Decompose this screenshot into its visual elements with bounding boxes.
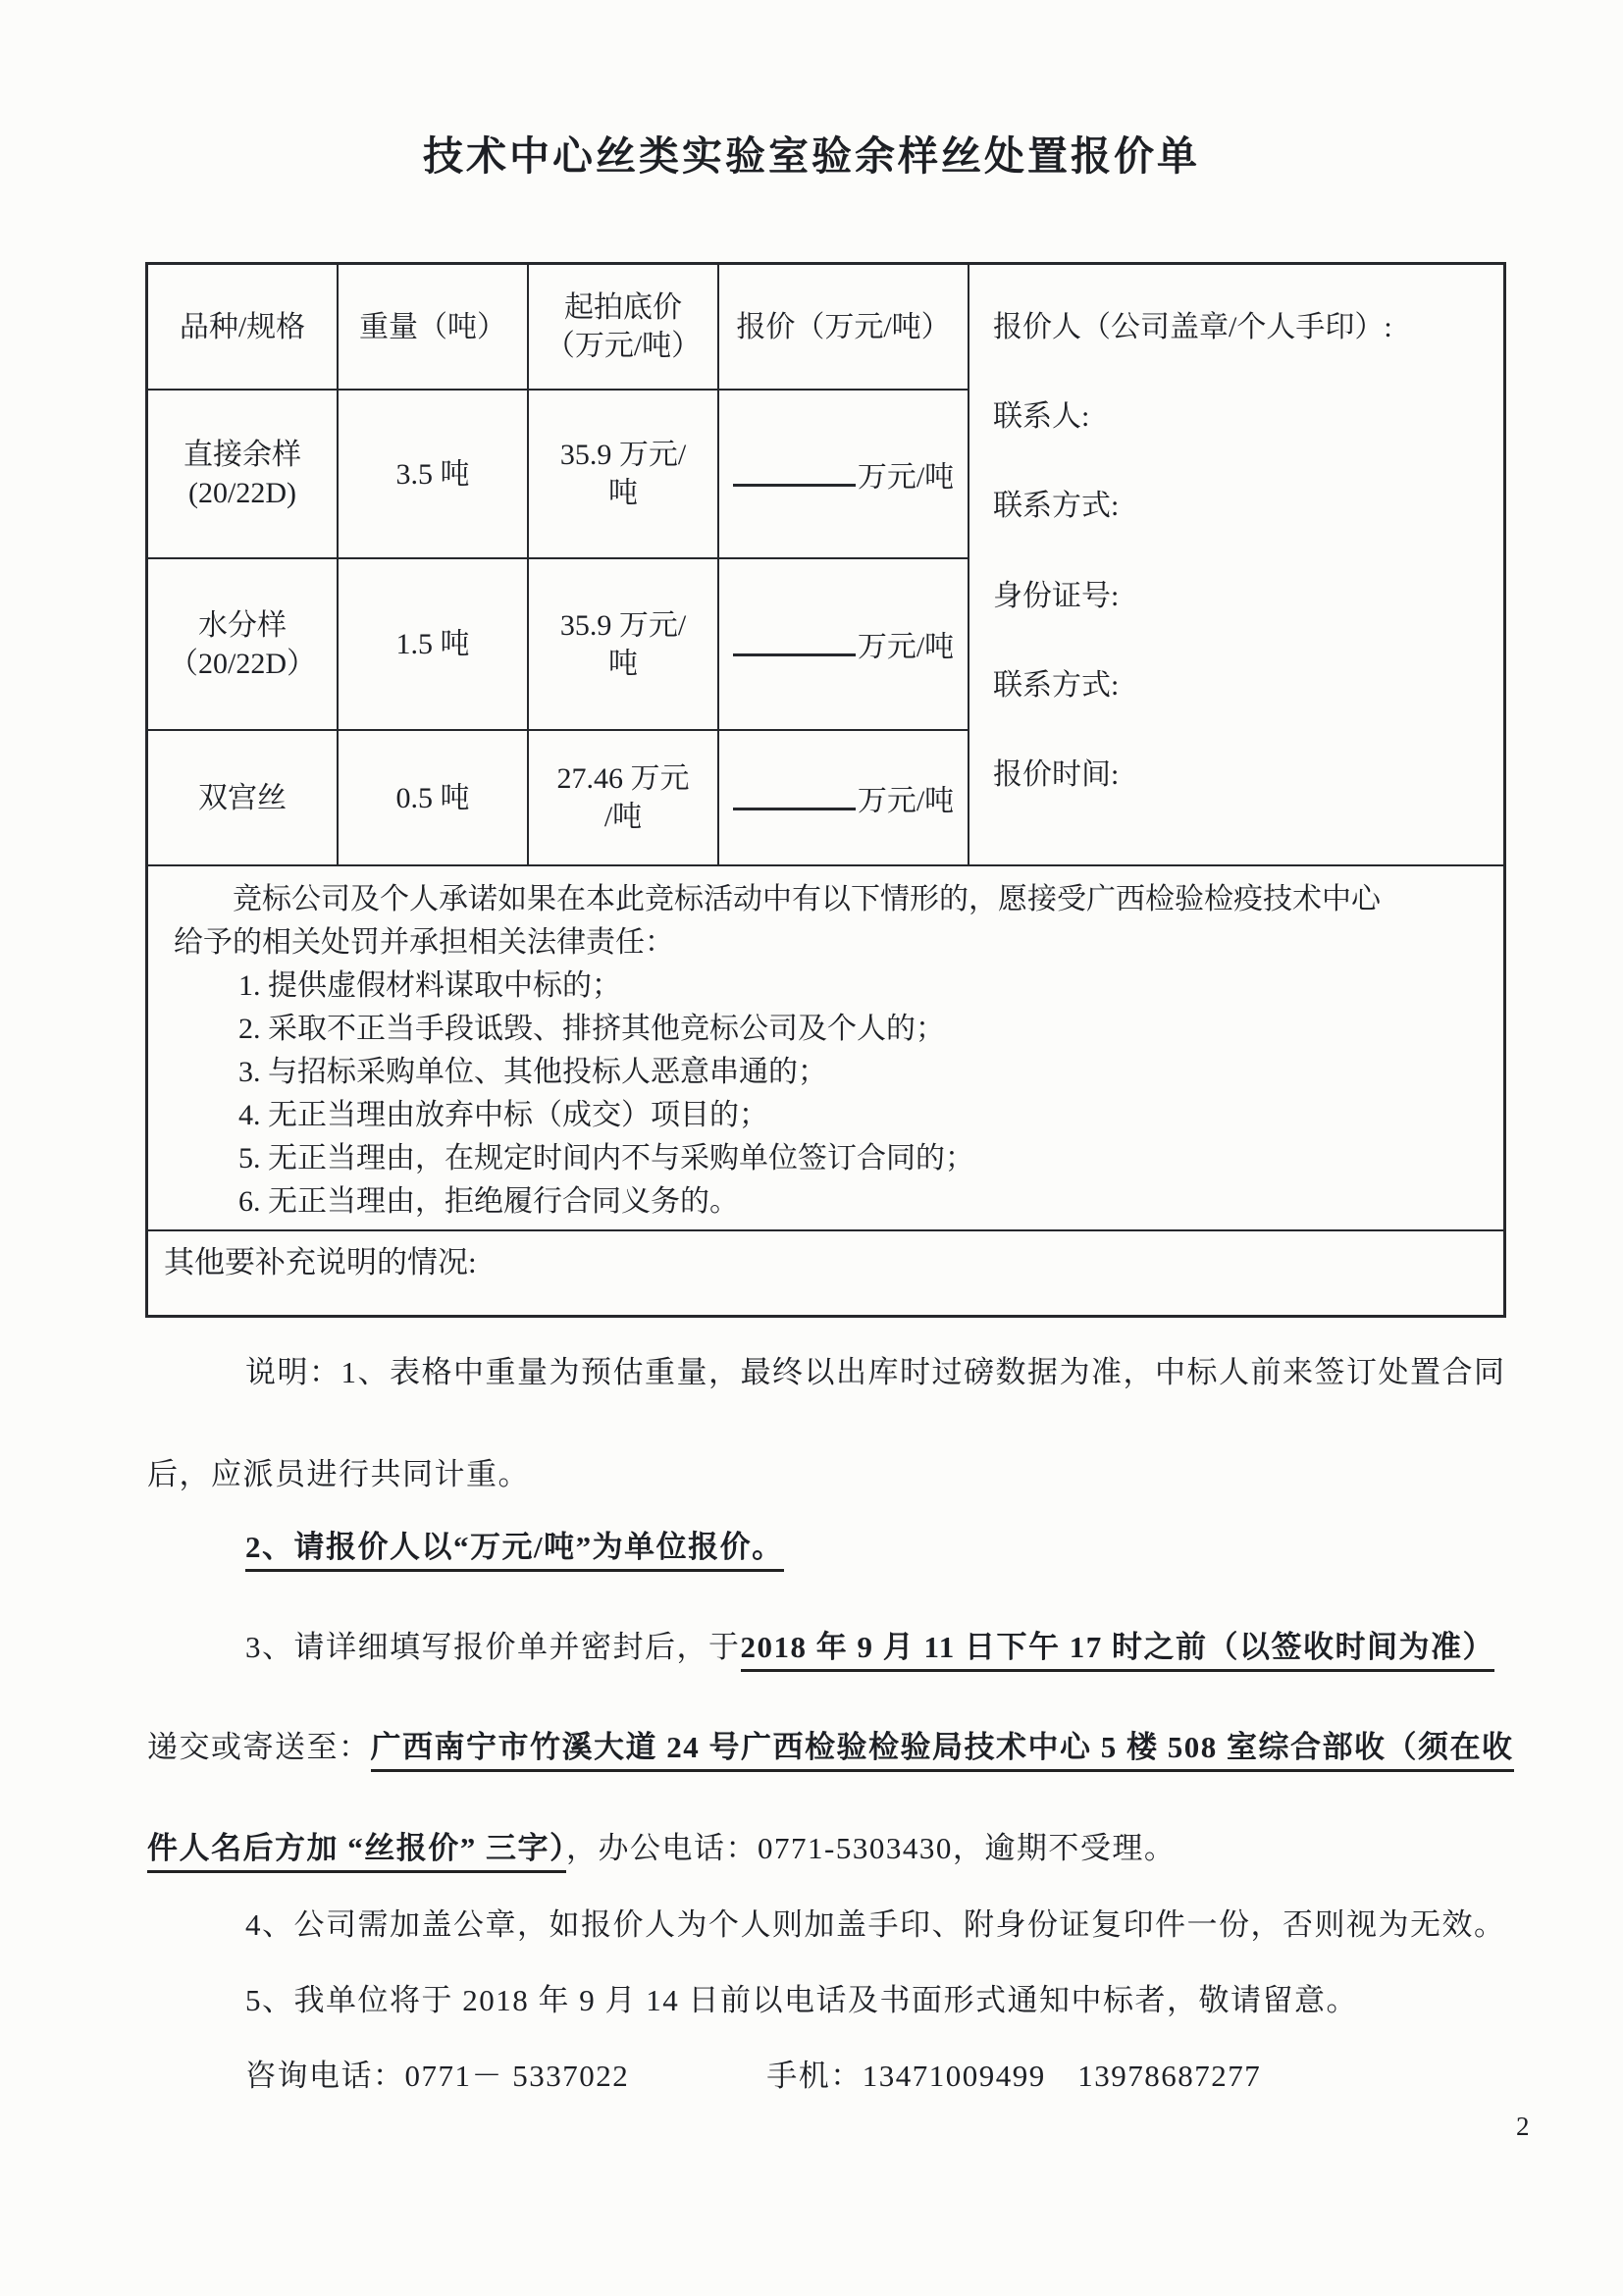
spec-denier: (20/22D) [188,477,296,509]
commitment-intro-line1: 竞标公司及个人承诺如果在本此竞标活动中有以下情形的，愿接受广西检验检疫技术中心 [233,883,1381,915]
note-4: 4、公司需加盖公章，如报价人为个人则加盖手印、附身份证复印件一份，否则视为无效。 [245,1907,1506,1942]
bidder-contact-method2-label: 联系方式: [993,668,1120,702]
other-remarks-cell [148,1231,1503,1315]
commitment-intro-line2: 给予的相关处罚并承担相关法律责任： [174,926,674,959]
col-header-base-price [529,265,719,391]
quote-unit: 万元/吨 [857,631,955,663]
weight-value: 1.5 吨 [395,628,470,660]
mobile-numbers: 手机：13471009499 13978687277 [766,2059,1262,2093]
quote-entry [733,622,954,666]
commitment-cell [148,866,1503,1231]
commitment-item-2: 2. 采取不正当手段诋毁、排挤其他竞标公司及个人的； [238,1013,945,1045]
base-price-line2: 吨 [608,477,638,509]
col-header-spec [148,265,339,391]
quotation-table [145,262,1506,1318]
bidder-id-number-label: 身份证号: [993,579,1120,612]
base-price-line1: 35.9 万元/ [559,439,687,471]
table-row-3-base-price [529,731,719,866]
contact-line [245,2051,1261,2095]
table-row-2-base-price [529,559,719,731]
table-row-1-weight [339,391,529,559]
quote-blank-line [733,776,856,810]
page-title: 技术中心丝类实验室验余样丝处置报价单 [423,133,1200,179]
col-header-spec-label: 品种/规格 [179,310,306,343]
office-phone-text: ，办公电话：0771-5303430，逾期不受理。 [566,1831,1177,1865]
spec-name: 直接余样 [183,439,301,471]
bidder-contact-method-label: 联系方式: [993,490,1120,523]
base-price-line2: 吨 [608,647,638,680]
commitment-item-6: 6. 无正当理由，拒绝履行合同义务的。 [238,1185,739,1218]
note-2-emphasis: 2、请报价人以“万元/吨”为单位报价。 [245,1530,784,1572]
bidder-quote-time-label: 报价时间: [993,757,1120,791]
quote-unit: 万元/吨 [857,460,955,494]
weight-value: 3.5 吨 [395,457,470,491]
table-row-2-weight [339,559,529,731]
spec-denier: （20/22D） [169,647,316,680]
table-row-2-spec [148,559,339,731]
note-2 [245,1522,784,1566]
address-emphasis-cont: 件人名后方加 “丝报价” 三字） [147,1831,566,1873]
col-header-weight-label: 重量（吨） [359,310,506,343]
table-row-1-base-price [529,391,719,559]
table-row-3-weight [339,731,529,866]
note-3 [245,1622,1494,1666]
base-price-line2: /吨 [603,801,643,833]
commitment-item-3: 3. 与招标采购单位、其他投标人恶意串通的； [238,1056,827,1088]
bidder-info-cell [969,265,1503,866]
quote-blank-line [733,452,856,487]
weight-value: 0.5 吨 [395,781,470,814]
table-row-1-quote [719,391,969,559]
bidder-contact-person-label: 联系人: [993,400,1090,434]
note-1-line1: 说明：1、表格中重量为预估重量，最终以出库时过磅数据为准，中标人前来签订处置合同 [245,1355,1506,1389]
bidder-seal-label: 报价人（公司盖章/个人手印）: [993,311,1392,343]
note-3-deadline-emphasis: 2018 年 9 月 11 日下午 17 时之前（以签收时间为准） [741,1630,1495,1672]
spec-name: 水分样 [198,608,287,642]
col-header-base-price-line2: （万元/吨） [545,330,702,362]
page-number: 2 [1516,2112,1530,2141]
note-3-address-line [147,1722,1514,1766]
commitment-item-1: 1. 提供虚假材料谋取中标的； [238,969,621,1002]
quote-blank-line [733,622,856,656]
spec-name: 双宫丝 [198,781,287,814]
table-row-1-spec [148,391,339,559]
col-header-quote-label: 报价（万元/吨） [736,310,951,343]
note-3-plain: 3、请详细填写报价单并密封后，于 [245,1630,741,1664]
other-remarks-label: 其他要补充说明的情况: [164,1245,477,1279]
quote-unit: 万元/吨 [857,784,955,817]
note-5: 5、我单位将于 2018 年 9 月 14 日前以电话及书面形式通知中标者，敬请留意。 [245,1983,1358,2017]
note-3-address-line2 [147,1823,1176,1867]
col-header-quote [719,265,969,391]
col-header-base-price-line1: 起拍底价 [564,291,682,324]
commitment-item-5: 5. 无正当理由，在规定时间内不与采购单位签订合同的； [238,1142,974,1174]
address-emphasis: 广西南宁市竹溪大道 24 号广西检验检验局技术中心 5 楼 508 室综合部收（须在收 [371,1730,1514,1772]
quote-entry [733,452,954,496]
address-prefix: 递交或寄送至： [147,1730,371,1764]
table-row-3-spec [148,731,339,866]
table-row-2-quote [719,559,969,731]
commitment-item-4: 4. 无正当理由放弃中标（成交）项目的； [238,1099,768,1131]
table-row-3-quote [719,731,969,866]
note-1-line2: 后，应派员进行共同计重。 [147,1457,530,1491]
col-header-weight [339,265,529,391]
base-price-line1: 27.46 万元 [556,762,690,795]
base-price-line1: 35.9 万元/ [559,608,687,642]
consult-phone: 咨询电话：0771－ 5337022 [245,2059,630,2093]
quote-entry [733,776,954,820]
